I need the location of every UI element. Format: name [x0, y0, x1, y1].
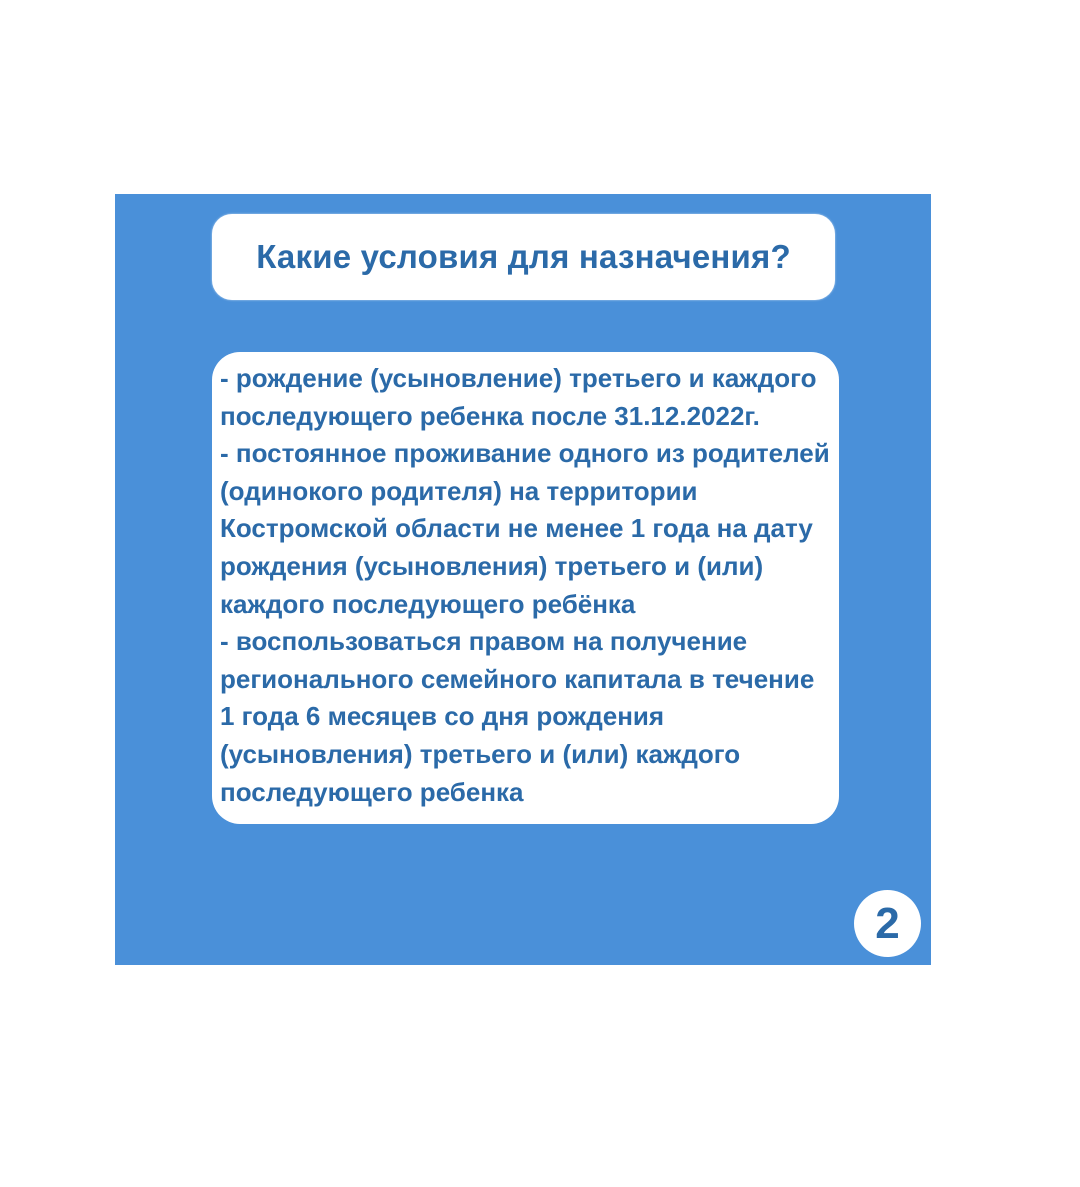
condition-line: - воспользоваться правом на получение: [220, 626, 748, 657]
condition-line: 1 года 6 месяцев со дня рождения: [220, 701, 665, 732]
conditions-box: [212, 352, 839, 824]
condition-line: (одинокого родителя) на территории: [220, 475, 698, 506]
info-card: [115, 194, 931, 965]
condition-line: Костромской области не менее 1 года на дату: [220, 513, 813, 544]
condition-line: регионального семейного капитала в течение: [220, 663, 815, 694]
condition-line: последующего ребенка после 31.12.2022г.: [220, 400, 760, 431]
condition-line: каждого последующего ребёнка: [220, 588, 636, 619]
condition-line: (усыновления) третьего и (или) каждого: [220, 738, 741, 769]
condition-line: - рождение (усыновление) третьего и каждого: [220, 363, 817, 393]
condition-line: последующего ребенка: [220, 776, 524, 807]
card-title: Какие условия для назначения?: [256, 238, 791, 275]
page-number-badge: [854, 890, 921, 957]
condition-line: - постоянное проживание одного из родителей: [220, 438, 830, 469]
title-box: [212, 214, 835, 300]
condition-line: рождения (усыновления) третьего и (или): [220, 550, 764, 581]
page-number: 2: [875, 898, 900, 948]
